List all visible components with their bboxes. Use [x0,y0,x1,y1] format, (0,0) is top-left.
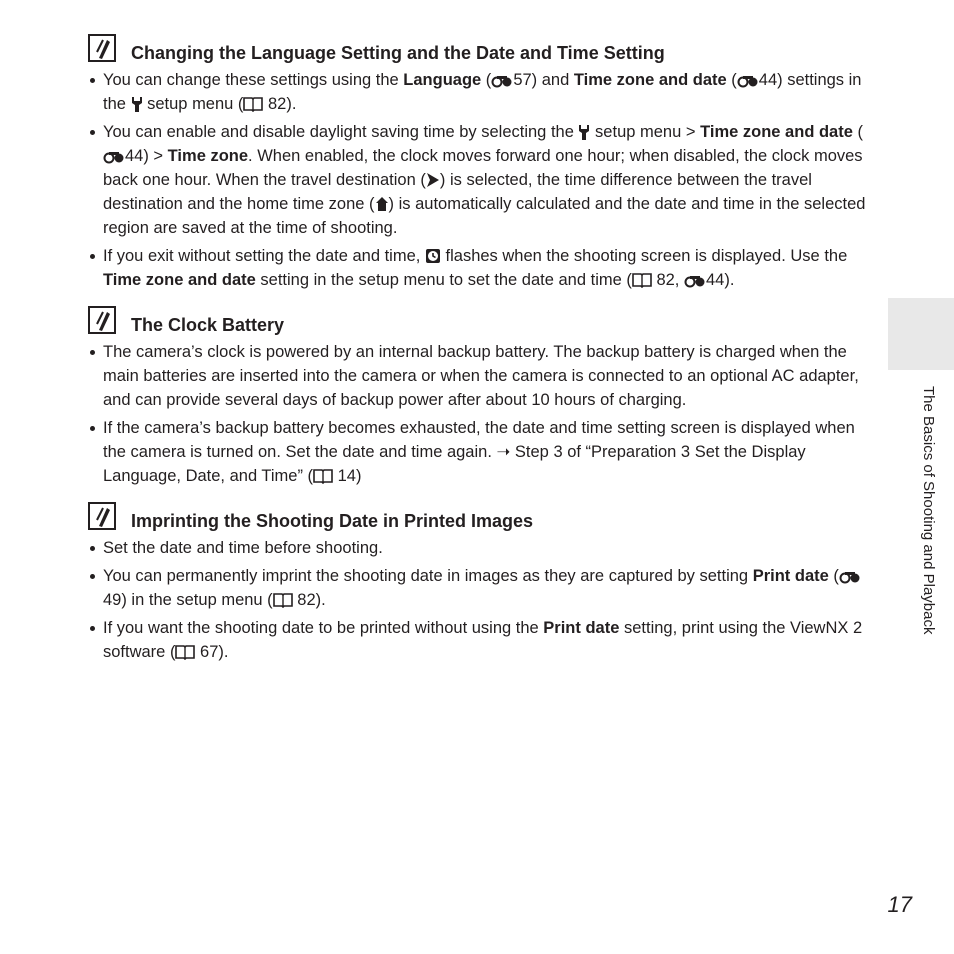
book-page-icon [313,468,333,484]
book-page-icon [632,272,652,288]
list-item: If you exit without setting the date and time, flashes when the shooting screen is displayed. Use the Time zone and date setting in the setup menu to set the date and time ( 82, 44). [88,244,868,292]
chapter-label: The Basics of Shooting and Playback [920,386,937,635]
list-item: The camera’s clock is powered by an internal backup battery. The backup battery is charged when the main batteries are inserted into the camera or when the camera is connected to an optional AC adapter, and can provide several days of backup power after about 10 hours of charging. [88,340,868,412]
list-item: If you want the shooting date to be printed without using the Print date setting, print using the ViewNX 2 software ( 67). [88,616,868,664]
arrow-glyph: ➝ [496,443,511,461]
section-header [88,34,868,64]
note-pencil-icon [88,34,116,62]
section-title: Changing the Language Setting and the Date and Time Setting [131,43,665,63]
reference-section-icon [491,74,513,88]
section-header [88,502,868,532]
list-item: If the camera’s backup battery becomes exhausted, the date and time setting screen is displayed when the camera is turned on. Set the date and time again. ➝ Step 3 of “Preparation 3 Set the Display Language, Date, and Time” ( 14) [88,416,868,488]
section-imprint-date [88,502,868,668]
wrench-setup-icon [131,96,143,112]
section-language-date [88,34,868,296]
book-page-icon [175,644,195,660]
page-number: 17 [887,892,912,917]
section-title: Imprinting the Shooting Date in Printed Images [131,511,534,531]
note-pencil-icon [88,306,116,334]
list-item: You can change these settings using the Language ( 57) and Time zone and date ( 44) settings in the setup menu ( 82). [88,68,868,116]
reference-section-icon [737,74,759,88]
section-header [88,306,868,336]
note-pencil-icon [88,502,116,530]
list-item: You can enable and disable daylight saving time by selecting the setup menu > Time zone and date (44) > Time zone. When enabled, the clock moves forward one hour; when disabled, the clock moves back one hour. When the travel destination ( ) is selected, the time difference between the travel destination and the home time zone ( ) is automatically calculated and the date and time in the selected region are saved at the time of shooting. [88,120,868,240]
reference-section-icon [839,570,861,584]
book-page-icon [273,592,293,608]
reference-section-icon [684,274,706,288]
travel-destination-plane-icon [426,172,440,188]
home-icon [375,196,389,212]
wrench-setup-icon [578,124,590,140]
section-title: The Clock Battery [131,315,285,335]
list-item: Set the date and time before shooting. [88,536,868,560]
list-item: You can permanently imprint the shooting date in images as they are captured by setting Print date (49) in the setup menu ( 82). [88,564,868,612]
reference-section-icon [103,150,125,164]
chapter-tab [888,298,954,370]
section-clock-battery [88,306,868,492]
clock-warning-icon [425,248,441,264]
book-page-icon [243,96,263,112]
